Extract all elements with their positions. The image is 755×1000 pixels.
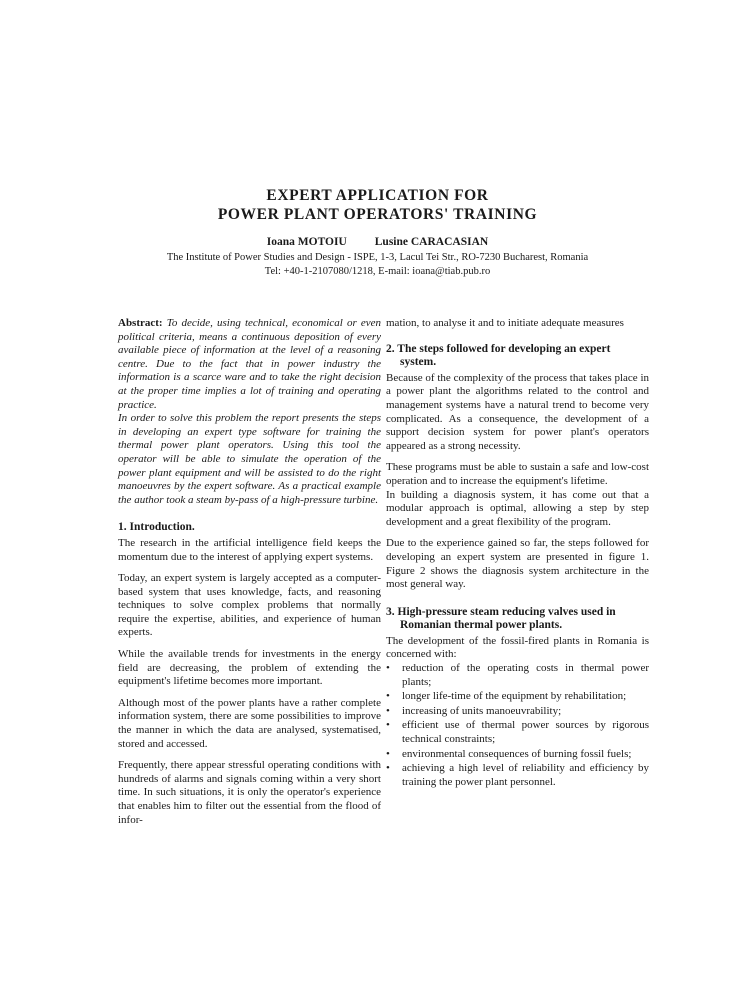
title-line-2: POWER PLANT OPERATORS' TRAINING bbox=[217, 206, 538, 223]
list-item: • increasing of units manoeuvrability; bbox=[386, 705, 649, 719]
list-item: • environmental consequences of burning fossil fuels; bbox=[386, 748, 649, 762]
contact-info: Tel: +40-1-2107080/1218, E-mail: ioana@tiab.pub.ro bbox=[264, 266, 491, 277]
list-item: • achieving a high level of reliability and efficiency by training the power plant personnel. bbox=[386, 762, 649, 789]
section-3-heading: 3. High-pressure steam reducing valves used in Romanian thermal power plants. bbox=[386, 605, 616, 632]
left-column bbox=[118, 317, 381, 835]
list-item: • longer life-time of the equipment by rehabilitation; bbox=[386, 690, 649, 704]
author-2: Lusine CARACASIAN bbox=[374, 236, 489, 248]
affiliation-block bbox=[0, 251, 755, 279]
list-item: • reduction of the operating costs in thermal power plants; bbox=[386, 662, 649, 689]
section-2-paragraph: Because of the complexity of the process that takes place in a power plant the algorithms related to the control and management systems have a natural trend to become very complicated. As a consequence, the development of a support decision system for power plant's operators appeared as a strong necessity. bbox=[386, 371, 649, 452]
section-2-paragraph: These programs must be able to sustain a safe and low-cost operation and to increase the equipment's lifetime. bbox=[386, 461, 649, 487]
authors bbox=[0, 236, 755, 248]
section-1-heading: 1. Introduction. bbox=[118, 521, 195, 534]
section-3-list bbox=[386, 662, 649, 789]
abstract-p1: Abstract: To decide, using technical, economical or even political criteria, means a continuous deposition of every available piece of information at the level of a reasoning centre. Due to the fact that in power industry the information is a scarce ware and to take the right decision at the proper time implies a lot of training and operating practice. bbox=[118, 317, 381, 411]
title-line-1: EXPERT APPLICATION FOR bbox=[266, 187, 489, 204]
section-1-paragraph: Today, an expert system is largely accepted as a computer-based system that uses knowledge, facts, and reasoning techniques to solve complex problems that normally require the expertise, abilities, and experience of human experts. bbox=[118, 572, 381, 639]
author-1: Ioana MOTOIU bbox=[266, 236, 347, 248]
section-1-paragraph: The research in the artificial intelligence field keeps the momentum due to the interest of applying expert systems. bbox=[118, 536, 381, 563]
paper-title bbox=[0, 186, 755, 224]
list-item: • efficient use of thermal power sources by rigorous technical constraints; bbox=[386, 719, 649, 746]
affiliation: The Institute of Power Studies and Design - ISPE, 1-3, Lacul Tei Str., RO-7230 Bucharest, Romania bbox=[166, 252, 589, 263]
section-1-paragraph: While the available trends for investments in the energy field are decreasing, the problem of extending the equipment's lifetime becomes more important. bbox=[118, 648, 381, 688]
section-1-paragraph: Frequently, there appear stressful operating conditions with hundreds of alarms and signals coming within a very short time. In such situations, it is only the operator's experience that enables him to filter out the essential from the flood of infor- bbox=[118, 759, 381, 826]
section-2-paragraph: In building a diagnosis system, it has come out that a modular approach is optimal, allowing a step by step development and a great flexibility of the program. bbox=[386, 488, 649, 528]
section-3-intro: The development of the fossil-fired plants in Romania is concerned with: bbox=[386, 634, 649, 661]
section-2-heading: 2. The steps followed for developing an expert system. bbox=[386, 342, 611, 369]
section-1-continuation: mation, to analyse it and to initiate adequate measures bbox=[386, 317, 624, 329]
abstract-label: Abstract: bbox=[118, 317, 163, 329]
right-column bbox=[386, 317, 649, 790]
section-1-paragraph: Although most of the power plants have a rather complete information system, there are some possibilities to improve the manner in which the data are analysed, systematised, stored and accessed. bbox=[118, 696, 381, 750]
abstract-p2: In order to solve this problem the report presents the steps in developing an expert type software for training the thermal power plant operators. Using this tool the operator will be able to simulate the operation of the power plant equipment and will be assisted to do the right manoeuvres by the expert software. As a practical example the author took a steam by-pass of a high-pressure turbine. bbox=[118, 412, 381, 506]
section-2-paragraph: Due to the experience gained so far, the steps followed for developing an expert system are presented in figure 1. Figure 2 shows the diagnosis system architecture in the most general way. bbox=[386, 537, 649, 591]
